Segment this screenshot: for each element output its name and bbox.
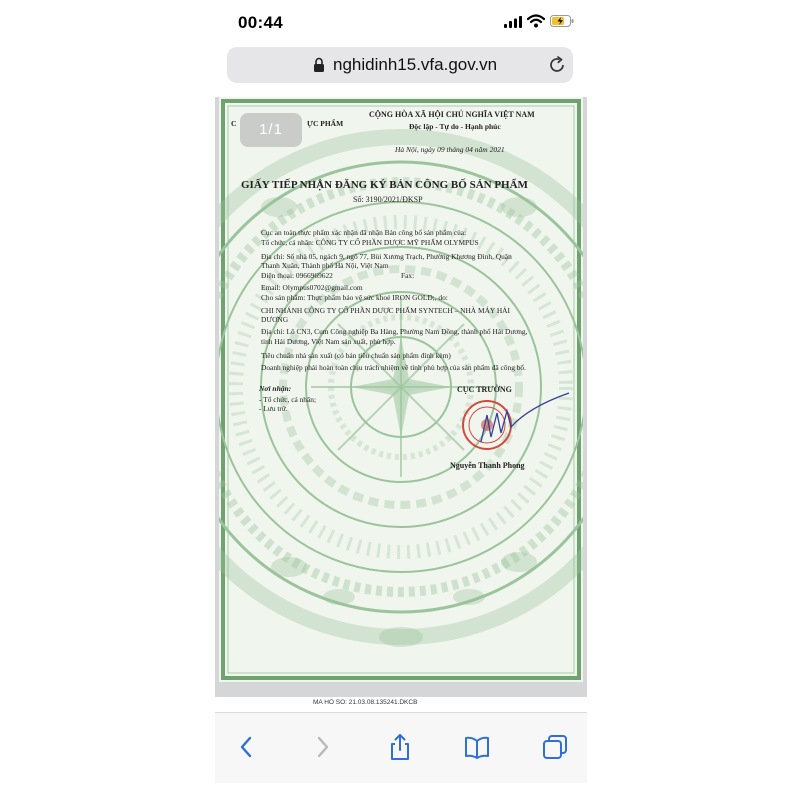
document-title: GIẤY TIẾP NHẬN ĐĂNG KÝ BẢN CÔNG BỐ SẢN PHẨM — [241, 179, 528, 191]
wifi-icon — [527, 14, 545, 28]
republic-heading: CỘNG HÒA XÃ HỘI CHỦ NGHĨA VIỆT NAM — [369, 110, 535, 119]
body-line: Địa chỉ: Lô CN3, Cụm Công nghiệp Ba Hàng, Phường Nam Đồng, thành phố Hải Dương, — [261, 327, 528, 336]
agency-name-left: C — [231, 119, 237, 128]
document-number: Số: 3190/2021/ĐKSP — [353, 195, 423, 204]
body-line: Cho sản phẩm: Thực phẩm bảo vệ sức khoẻ IRON GOLD;, do: — [261, 293, 448, 302]
body-line: Cục an toàn thực phẩm xác nhận đã nhận Bản công bố sản phẩm của: — [261, 228, 467, 237]
page-counter: 1/1 — [240, 113, 302, 147]
recipient-item: - Lưu trữ. — [259, 404, 288, 413]
body-line: CHI NHÁNH CÔNG TY CỔ PHẦN DƯỢC PHẨM SYNTECH – NHÀ MÁY HẢI — [261, 306, 510, 315]
body-line: Email: Olympus0702@gmail.com — [261, 283, 363, 292]
status-time: 00:44 — [238, 13, 283, 32]
body-line: Tiêu chuẩn nhà sản xuất (có bản tiêu chuẩn sản phẩm đính kèm) — [261, 351, 451, 360]
body-line: DƯƠNG — [261, 315, 289, 324]
signer-title: CỤC TRƯỞNG — [457, 385, 512, 394]
body-line: Điện thoại: 0966969622 — [261, 271, 333, 280]
back-icon[interactable] — [233, 733, 261, 761]
recipients-title: Nơi nhận: — [259, 384, 292, 393]
lock-icon — [313, 57, 325, 73]
document-page — [219, 97, 583, 682]
url-text[interactable]: nghidinh15.vfa.gov.vn — [333, 55, 498, 74]
national-motto: Độc lập - Tự do - Hạnh phúc — [409, 122, 501, 131]
fax-label: Fax: — [401, 271, 415, 280]
body-line: Tổ chức, cá nhân: CÔNG TY CỔ PHẦN DƯỢC MỸ PHẨM OLYMPUS — [261, 238, 479, 247]
tabs-icon[interactable] — [541, 733, 569, 761]
forward-icon[interactable] — [308, 733, 336, 761]
signer-name: Nguyễn Thanh Phong — [450, 461, 525, 470]
body-line: Doanh nghiệp phải hoàn toàn chịu trách nhiệm về tính phù hợp của sản phẩm đã công bố. — [261, 363, 526, 372]
browser-toolbar — [215, 712, 587, 783]
body-line: Thanh Xuân, Thành phố Hà Nội, Việt Nam — [261, 261, 389, 270]
bookmarks-icon[interactable] — [463, 733, 491, 761]
body-line: tỉnh Hải Dương, Việt Nam sản xuất, phù hợp. — [261, 337, 396, 346]
signal-icon — [504, 16, 522, 28]
dossier-code: MA HO SO: 21.03.08.135241.DKCB — [313, 699, 418, 706]
agency-name-right: ỰC PHẨM — [307, 119, 344, 128]
document-date: Hà Nội, ngày 09 tháng 04 năm 2021 — [395, 145, 505, 154]
address-bar[interactable] — [227, 47, 573, 83]
share-icon[interactable] — [386, 733, 414, 761]
reload-icon[interactable] — [548, 56, 566, 74]
body-line: Địa chỉ: Số nhà 05, ngách 9, ngõ 77, Bùi Xương Trạch, Phường Khương Đình, Quận — [261, 252, 512, 261]
battery-icon — [550, 15, 574, 27]
recipient-item: - Tổ chức, cá nhân; — [259, 395, 317, 404]
